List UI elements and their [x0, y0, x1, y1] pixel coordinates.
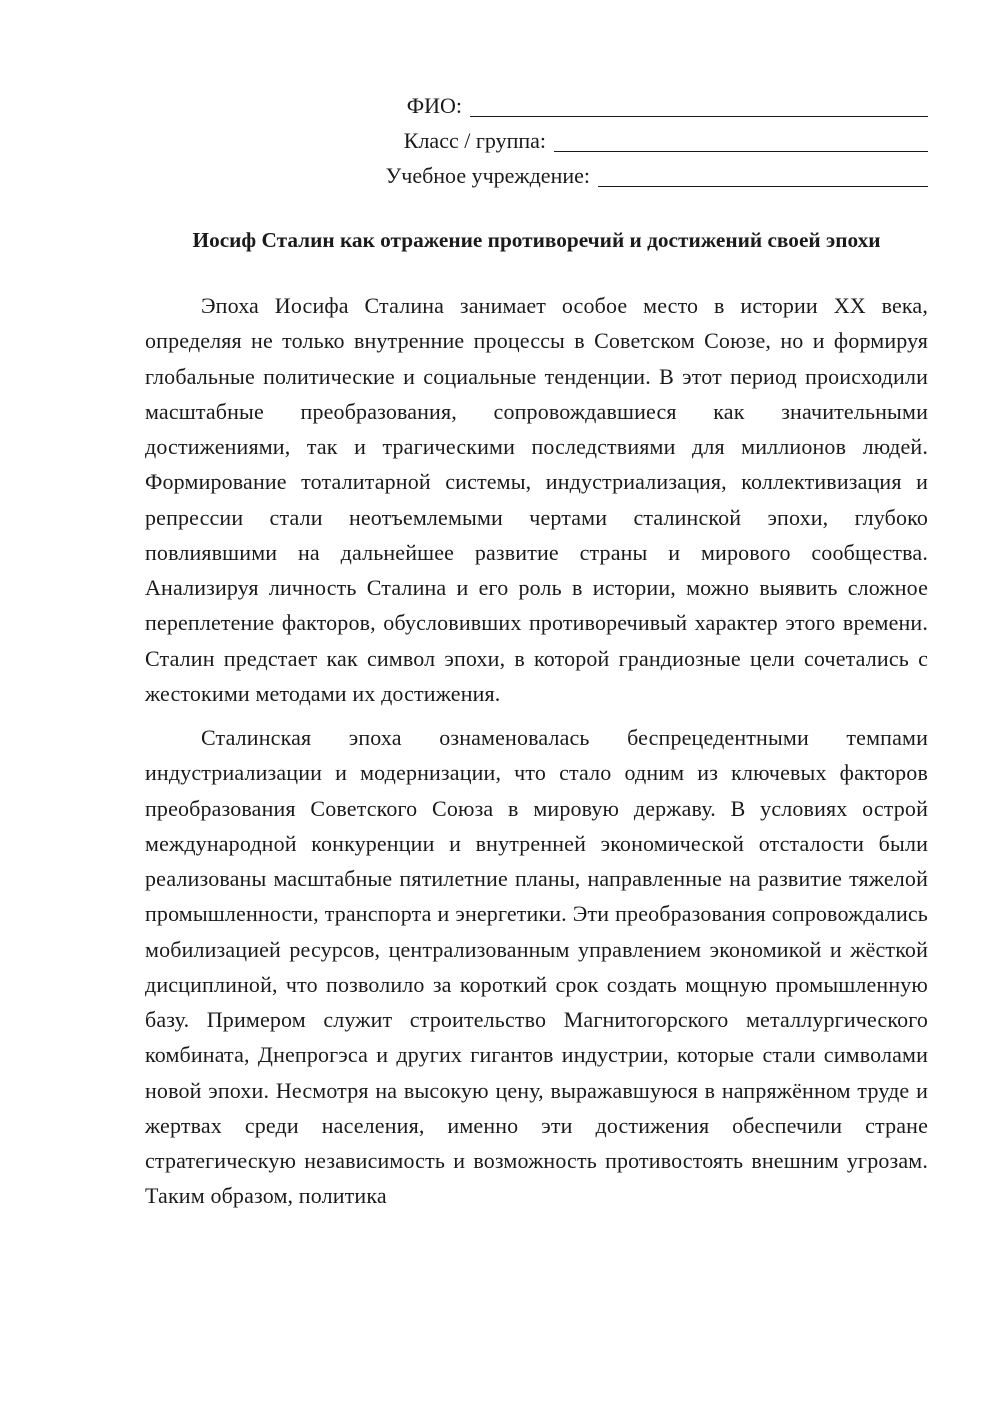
student-info-fields — [145, 88, 928, 193]
field-class-group-label: Класс / группа: — [403, 128, 546, 153]
field-name-label: ФИО: — [406, 93, 462, 118]
field-class-group-blank[interactable] — [554, 151, 928, 152]
document-title: Иосиф Сталин как отражение противоречий и достижений своей эпохи — [192, 228, 881, 252]
field-institution-blank[interactable] — [598, 186, 928, 187]
document-page — [145, 88, 928, 1214]
paragraph-1: Эпоха Иосифа Сталина занимает особое место в истории XX века, определяя не только внутренние процессы в Советском Союзе, но и формируя глобальные политические и социальные тенденции. В этот период происходили масштабные преобразования, сопровождавшиеся как значительными достижениями, так и трагическими последствиями для миллионов людей. Формирование тоталитарной системы, индустриализация, коллективизация и репрессии стали неотъемлемыми чертами сталинской эпохи, глубоко повлиявшими на дальнейшее развитие страны и мирового сообщества. Анализируя личность Сталина и его роль в истории, можно выявить сложное переплетение факторов, обусловивших противоречивый характер этого времени. Сталин предстает как символ эпохи, в которой грандиозные цели сочетались с жестокими методами их достижения. — [145, 293, 928, 706]
field-name-blank[interactable] — [470, 116, 928, 117]
field-class-group — [145, 123, 928, 158]
field-name — [145, 88, 928, 123]
field-institution-label: Учебное учреждение: — [385, 163, 590, 188]
paragraph-2: Сталинская эпоха ознаменовалась беспрецедентными темпами индустриализации и модернизации, что стало одним из ключевых факторов преобразования Советского Союза в мировую державу. В условиях острой международной конкуренции и внутренней экономической отсталости были реализованы масштабные пятилетние планы, направленные на развитие тяжелой промышленности, транспорта и энергетики. Эти преобразования сопровождались мобилизацией ресурсов, централизованным управлением экономикой и жёсткой дисциплиной, что позволило за короткий срок создать мощную промышленную базу. Примером служит строительство Магнитогорского металлургического комбината, Днепрогэса и других гигантов индустрии, которые стали символами новой эпохи. Несмотря на высокую цену, выражавшуюся в напряжённом труде и жертвах среди населения, именно эти достижения обеспечили стране стратегическую независимость и возможность противостоять внешним угрозам. Таким образом, политика — [145, 725, 928, 1209]
field-institution — [145, 158, 928, 193]
